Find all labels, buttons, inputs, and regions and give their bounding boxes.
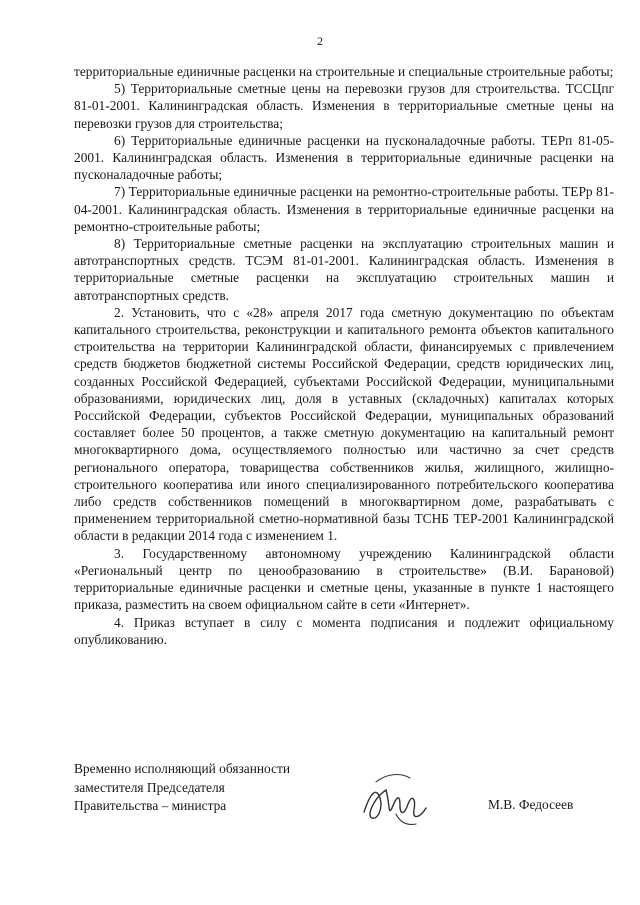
signatory-name: М.В. Федосеев bbox=[488, 797, 574, 812]
paragraph-item-7: 7) Территориальные единичные расценки на ремонтно-строительные работы. ТЕРр 81-04-2001. Калининградская область. Изменения в территориальные единичные расценки на ремонтно-строительные работы; bbox=[74, 184, 614, 234]
signatory-position bbox=[74, 760, 290, 816]
paragraph-clause-4: 4. Приказ вступает в силу с момента подписания и подлежит официальному опубликованию. bbox=[74, 614, 614, 647]
handwritten-signature bbox=[356, 768, 432, 830]
page-number: 2 bbox=[317, 34, 323, 48]
signatory-position-line: заместителя Председателя bbox=[74, 779, 225, 795]
paragraph-continuation: территориальные единичные расценки на строительные и специальные строительные работы; bbox=[74, 64, 614, 79]
signatory-position-line: Временно исполняющий обязанности bbox=[74, 761, 291, 776]
paragraph-item-5: 5) Территориальные сметные цены на перевозки грузов для строительства. ТССЦпг 81-01-2001. Калининградская область. Изменения в территориальные сметные цены на перевозки грузов для строительства; bbox=[74, 81, 614, 131]
signatory-position-line: Правительства – министра bbox=[74, 798, 227, 813]
paragraph-clause-3: 3. Государственному автономному учреждению Калининградской области «Региональный центр по ценообразованию в строительстве» (В.И. Барановой) территориальные единичные расценки и сметные цены, указанные в пункте 1 настоящего приказа, разместить на своем официальном сайте в сети «Интернет». bbox=[74, 545, 614, 613]
paragraph-item-6: 6) Территориальные единичные расценки на пусконаладочные работы. ТЕРп 81-05-2001. Калининградская область. Изменения в территориальные единичные расценки на пусконаладочные работы; bbox=[74, 132, 614, 183]
paragraph-clause-2: 2. Установить, что с «28» апреля 2017 года сметную документацию по объектам капитального строительства, реконструкции и капитального ремонта объектов капитального строительства на территории Калининградской области, финансируемых с привлечением средств бюджетов бюджетной системы Российской Федерации, средств юридических лиц, созданных Российской Федерацией, субъектами Российской Федерации, муниципальными образованиями, юридических лиц, доля в уставных (складочных) капиталах которых Российской Федерации, субъектов Российской Федерации, муниципальных образований составляет более 50 процентов, а также сметную документацию на капитальный ремонт многоквартирного дома, осуществляемого полностью или частично за счет средств регионального оператора, товарищества собственников жилья, жилищного, жилищно-строительного кооператива или иного специализированного потребительского кооператива либо средств собственников помещений в многоквартирном доме, разрабатывать с применением территориальной сметно-нормативной базы ТСНБ ТЕР-2001 Калининградской области в редакции 2014 года с изменением 1. bbox=[74, 304, 614, 544]
paragraph-item-8: 8) Территориальные сметные расценки на эксплуатацию строительных машин и автотранспортных средств. ТСЭМ 81-01-2001. Калининградская область. Изменения в территориальные сметные расценки на эксплуатацию строительных машин и автотранспортных средств. bbox=[74, 236, 614, 303]
document-body bbox=[74, 63, 614, 648]
